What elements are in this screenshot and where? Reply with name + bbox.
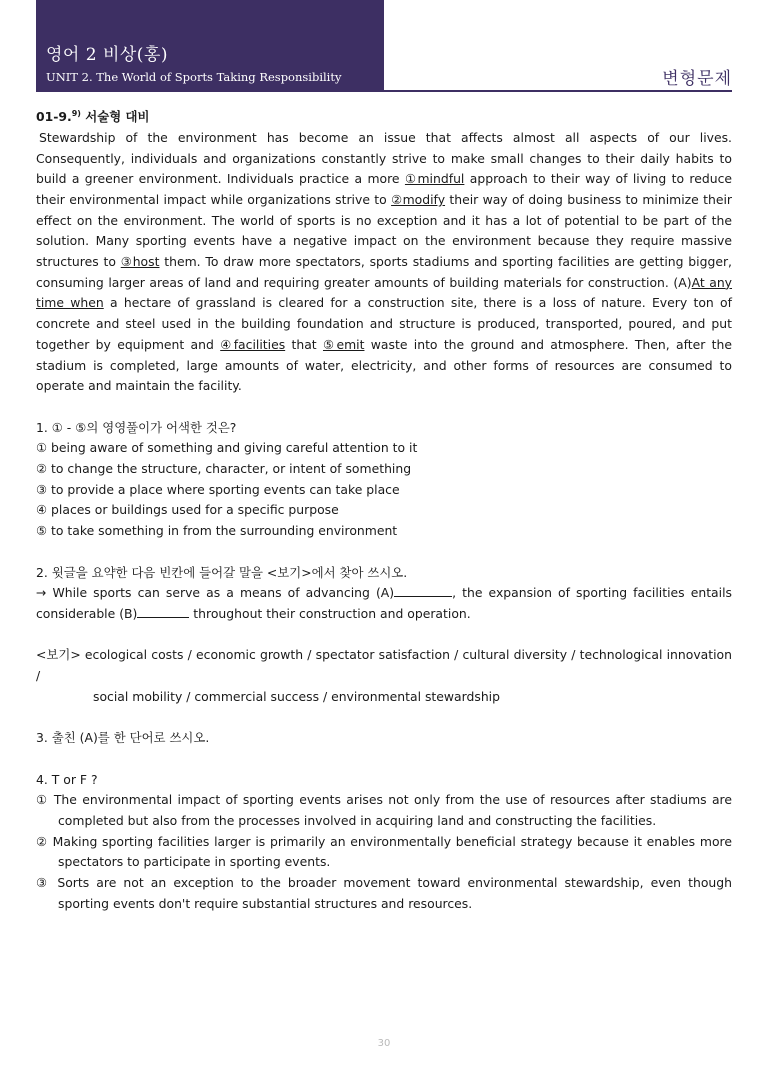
blank-a[interactable] — [394, 583, 452, 597]
question-4-statement: ② Making sporting facilities larger is primarily an environmentally beneficial strategy because it enables more spectators to participate in sporting events. — [36, 833, 732, 870]
question-3-prompt: 3. 출친 (A)를 한 단어로 쓰시오. — [36, 730, 210, 746]
section-heading — [36, 104, 732, 128]
question-4-statement: ① The environmental impact of sporting events arises not only from the use of resources after stadiums are completed but also from the processes involved in acquiring land and constructing the facilities. — [36, 792, 732, 828]
word-bank-label: <보기> — [36, 647, 81, 663]
word-bank — [36, 645, 732, 686]
question-4-prompt: 4. T or F ? — [36, 771, 98, 787]
section-number: 01-9. — [36, 109, 72, 125]
passage-text: Stewardship of the environment has become an issue that affects almost all aspects of our lives. Consequently, individuals and organizations constantly strive to make small changes to their daily habits to build a greener environment. Individuals practice a more — [36, 129, 732, 187]
header-divider — [36, 90, 732, 92]
header-banner — [36, 0, 384, 90]
underlined-word-3: ③host — [120, 254, 160, 270]
passage-text: waste into the ground and atmosphere. Then, after the stadium is completed, large amounts of water, electricity, and other forms of resources are consumed to operate and maintain the facility. — [36, 336, 732, 394]
footnote-marker: 9) — [71, 109, 81, 118]
passage-text: them. To draw more spectators, sports stadiums and sporting facilities are getting bigger, consuming larger areas of land and requiring greater amounts of building materials for construction. — [36, 254, 732, 290]
header-subtitle: UNIT 2. The World of Sports Taking Responsibility — [46, 70, 342, 84]
passage-text: a hectare of grassland is cleared for a construction site, there is a loss of nature. Every ton of concrete and steel used in the building foundation and structure is produced, transported, poured, and put together by equipment and — [36, 295, 732, 352]
page-number: 30 — [377, 1038, 391, 1049]
word-bank-line-1: ecological costs / economic growth / spectator satisfaction / cultural diversity / technological innovation / — [36, 647, 732, 684]
reading-passage — [36, 128, 732, 397]
passage-text: approach to their way of living to reduce their environmental impact while organizations strive to — [36, 171, 733, 207]
underlined-word-4: ④facilities — [220, 336, 286, 352]
underlined-word-1: ①mindful — [404, 171, 465, 187]
underlined-phrase-a: At any time when — [36, 274, 733, 311]
underlined-word-2: ②modify — [391, 191, 446, 207]
question-4-statement: ③ Sorts are not an exception to the broader movement toward environmental stewardship, even though sporting events don't require substantial structures and resources. — [36, 875, 732, 911]
blank-b[interactable] — [137, 604, 189, 618]
question-1 — [36, 418, 732, 542]
question-1-prompt: 1. ① - ⑤의 영영풀이가 어색한 것은? — [36, 419, 237, 435]
question-2-prompt: 2. 윗글을 요약한 다음 빈칸에 들어갈 말을 <보기>에서 찾아 쓰시오. — [36, 564, 408, 580]
question-1-option: ② to change the structure, character, or intent of something — [36, 461, 412, 477]
question-4 — [36, 770, 732, 915]
question-2 — [36, 563, 732, 708]
page-content — [36, 104, 732, 914]
header-title: 영어 2 비상(홍) — [46, 45, 168, 65]
question-1-option: ③ to provide a place where sporting events can take place — [36, 481, 400, 497]
summary-text: , the expansion of sporting facilities entails considerable (B) — [36, 585, 732, 621]
summary-text: throughout their construction and operation. — [189, 605, 471, 621]
question-1-option: ⑤ to take something in from the surrounding environment — [36, 523, 398, 539]
underlined-word-5: ⑤emit — [322, 336, 365, 352]
marker-a: (A) — [673, 274, 692, 290]
summary-text: → While sports can serve as a means of advancing (A) — [36, 585, 395, 601]
word-bank-line-2: social mobility / commercial success / environmental stewardship — [93, 688, 500, 704]
header-type-label: 변형문제 — [662, 69, 732, 89]
question-1-option: ① being aware of something and giving careful attention to it — [36, 440, 418, 456]
passage-text: that — [285, 336, 323, 352]
summary-sentence — [36, 583, 732, 624]
question-1-option: ④ places or buildings used for a specific purpose — [36, 502, 339, 518]
section-label: 서술형 대비 — [85, 109, 150, 125]
question-3 — [36, 728, 732, 749]
passage-text: their way of doing business to minimize their effect on the environment. The world of sports is no exception and it has a lot of potential to be part of the solution. Many sporting events have a negative impact on the environment because they require massive structures to — [36, 191, 732, 270]
